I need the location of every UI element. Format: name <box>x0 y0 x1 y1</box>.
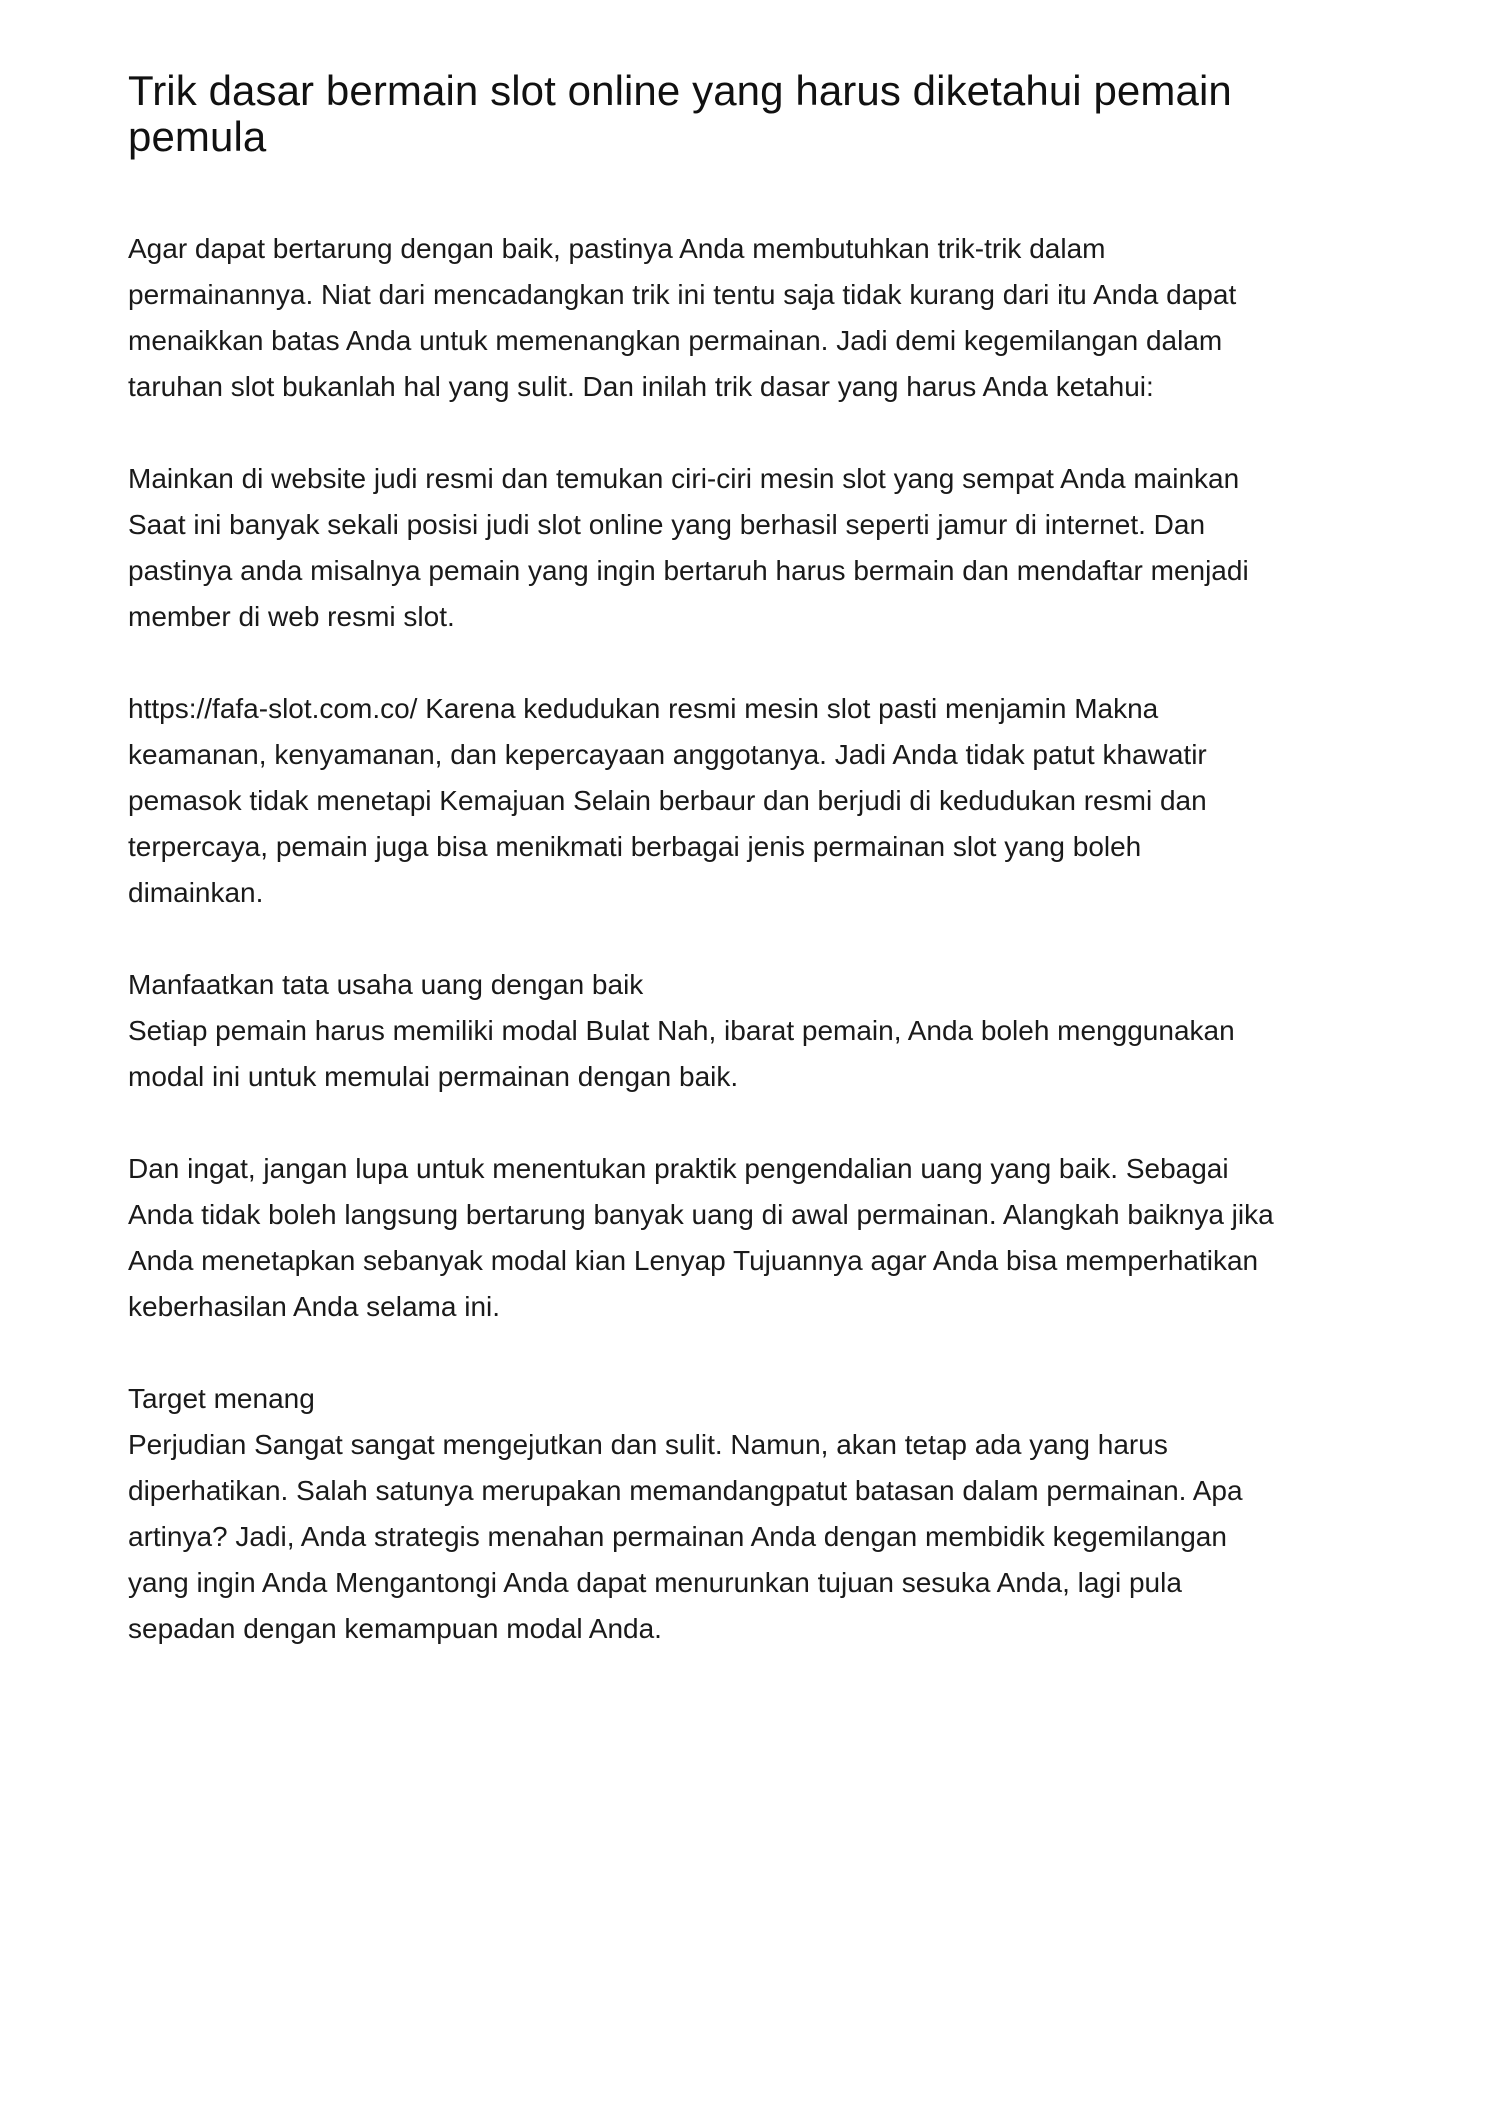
text-line: https://fafa-slot.com.co/ Karena kedudukan resmi mesin slot pasti menjamin Makna <box>128 693 1159 724</box>
document-page <box>128 68 1388 1698</box>
text-line: Saat ini banyak sekali posisi judi slot online yang berhasil seperti jamur di internet. Dan <box>128 509 1206 540</box>
paragraph-official-site <box>128 686 1388 916</box>
text-line: taruhan slot bukanlah hal yang sulit. Dan inilah trik dasar yang harus Anda ketahui: <box>128 371 1154 402</box>
text-line: terpercaya, pemain juga bisa menikmati berbagai jenis permainan slot yang boleh <box>128 831 1142 862</box>
text-line: pemasok tidak menetapi Kemajuan Selain berbaur dan berjudi di kedudukan resmi dan <box>128 785 1207 816</box>
text-line: member di web resmi slot. <box>128 601 455 632</box>
text-line: yang ingin Anda Mengantongi Anda dapat menurunkan tujuan sesuka Anda, lagi pula <box>128 1567 1182 1598</box>
paragraph-money-management <box>128 962 1388 1100</box>
page-title <box>128 68 1388 160</box>
section-subheading: Target menang <box>128 1383 315 1414</box>
title-line: pemula <box>128 113 267 160</box>
text-line: keberhasilan Anda selama ini. <box>128 1291 501 1322</box>
title-line: Trik dasar bermain slot online yang harus diketahui pemain <box>128 67 1232 114</box>
text-line: pastinya anda misalnya pemain yang ingin bertaruh harus bermain dan mendaftar menjadi <box>128 555 1249 586</box>
text-line: Mainkan di website judi resmi dan temukan ciri-ciri mesin slot yang sempat Anda mainkan <box>128 463 1240 494</box>
text-line: keamanan, kenyamanan, dan kepercayaan anggotanya. Jadi Anda tidak patut khawatir <box>128 739 1207 770</box>
text-line: Dan ingat, jangan lupa untuk menentukan praktik pengendalian uang yang baik. Sebagai <box>128 1153 1229 1184</box>
text-line: menaikkan batas Anda untuk memenangkan permainan. Jadi demi kegemilangan dalam <box>128 325 1223 356</box>
text-line: dimainkan. <box>128 877 264 908</box>
paragraph-website <box>128 456 1388 640</box>
text-line: Perjudian Sangat sangat mengejutkan dan sulit. Namun, akan tetap ada yang harus <box>128 1429 1168 1460</box>
text-line: Anda tidak boleh langsung bertarung banyak uang di awal permainan. Alangkah baiknya jika <box>128 1199 1274 1230</box>
text-line: modal ini untuk memulai permainan dengan baik. <box>128 1061 739 1092</box>
paragraph-intro <box>128 226 1388 410</box>
paragraph-target <box>128 1376 1388 1652</box>
text-line: sepadan dengan kemampuan modal Anda. <box>128 1613 662 1644</box>
text-line: Anda menetapkan sebanyak modal kian Lenyap Tujuannya agar Anda bisa memperhatikan <box>128 1245 1259 1276</box>
text-line: Agar dapat bertarung dengan baik, pastinya Anda membutuhkan trik-trik dalam <box>128 233 1106 264</box>
text-line: diperhatikan. Salah satunya merupakan memandangpatut batasan dalam permainan. Apa <box>128 1475 1243 1506</box>
text-line: permainannya. Niat dari mencadangkan trik ini tentu saja tidak kurang dari itu Anda dapat <box>128 279 1237 310</box>
text-line: artinya? Jadi, Anda strategis menahan permainan Anda dengan membidik kegemilangan <box>128 1521 1227 1552</box>
section-subheading: Manfaatkan tata usaha uang dengan baik <box>128 969 644 1000</box>
text-line: Setiap pemain harus memiliki modal Bulat Nah, ibarat pemain, Anda boleh menggunakan <box>128 1015 1235 1046</box>
paragraph-money-control <box>128 1146 1388 1330</box>
